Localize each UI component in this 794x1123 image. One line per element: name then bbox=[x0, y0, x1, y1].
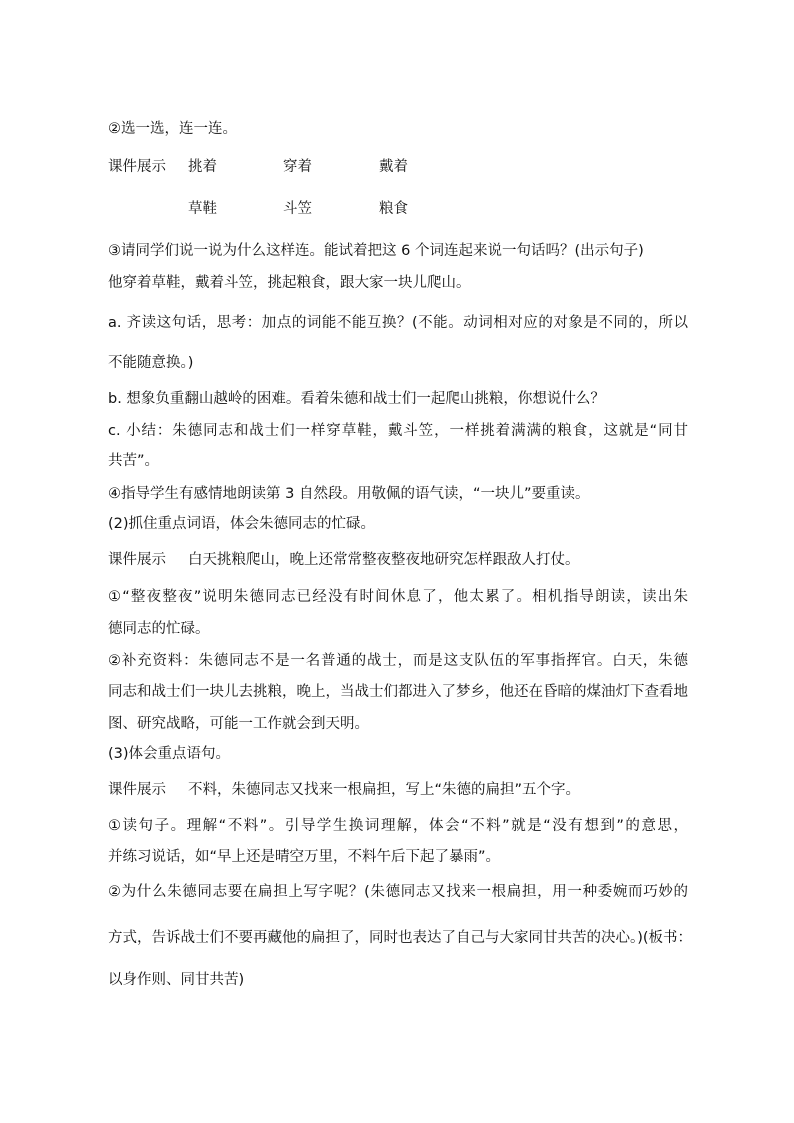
courseware-label: 课件展示 bbox=[108, 782, 166, 798]
paragraph-question-3: ③请同学们说一说为什么这样连。能试着把这 6 个词连起来说一句话吗？(出示句子) bbox=[108, 243, 644, 259]
example-sentence: 他穿着草鞋，戴着斗笠，挑起粮食，跟大家一块儿爬山。 bbox=[108, 275, 471, 291]
paragraph-b: b. 想象负重翻山越岭的困难。看着朱德和战士们一起爬山挑粮，你想说什么？ bbox=[108, 391, 605, 407]
paragraph-2-2-line: ②补充资料：朱德同志不是一名普通的战士，而是这支队伍的军事指挥官。白天，朱德 bbox=[108, 653, 688, 669]
paragraph-c-line: c. 小结：朱德同志和战士们一样穿草鞋，戴斗笠，一样挑着满满的粮食，这就是“同甘 bbox=[108, 423, 688, 439]
paragraph-3-2-line: 以身作则、同甘共苦) bbox=[108, 972, 245, 988]
paragraph-2-1-line: ①“整夜整夜”说明朱德同志已经没有时间休息了，他太累了。相机指导朗读，读出朱 bbox=[108, 589, 688, 605]
paragraph-c-line: 共苦”。 bbox=[108, 453, 160, 469]
paragraph-guide-reading: ④指导学生有感情地朗读第 3 自然段。用敬佩的语气读，“一块儿”要重读。 bbox=[108, 486, 590, 502]
word-cell: 戴着 bbox=[379, 159, 408, 175]
word-cell: 挑着 bbox=[188, 159, 217, 175]
section-heading-2: (2)抓住重点词语，体会朱德同志的忙碌。 bbox=[108, 516, 376, 532]
courseware-label: 课件展示 bbox=[108, 159, 166, 175]
paragraph-2-2-line: 同志和战士们一块儿去挑粮，晚上，当战士们都进入了梦乡，他还在昏暗的煤油灯下查看地 bbox=[108, 684, 688, 700]
paragraph-select-connect: ②选一选，连一连。 bbox=[108, 121, 237, 137]
paragraph-3-2-line: 方式，告诉战士们不要再藏他的扁担了，同时也表达了自己与大家同甘共苦的决心。)(板书： bbox=[108, 930, 693, 946]
word-cell: 斗笠 bbox=[283, 201, 312, 217]
courseware-text: 不料，朱德同志又找来一根扁担，写上“朱德的扁担”五个字。 bbox=[188, 782, 581, 798]
paragraph-a-line: 不能随意换。) bbox=[108, 355, 194, 371]
word-cell: 粮食 bbox=[379, 201, 408, 217]
word-cell: 穿着 bbox=[283, 159, 312, 175]
section-heading-3: (3)体会重点语句。 bbox=[108, 746, 231, 762]
paragraph-2-2-line: 图、研究战略，可能一工作就会到天明。 bbox=[108, 716, 369, 732]
paragraph-3-1-line: 并练习说话，如“早上还是晴空万里，不料午后下起了暴雨”。 bbox=[108, 849, 501, 865]
paragraph-a-line: a. 齐读这句话，思考：加点的词能不能互换？(不能。动词相对应的对象是不同的，所以 bbox=[108, 315, 688, 331]
courseware-text: 白天挑粮爬山，晚上还常常整夜整夜地研究怎样跟敌人打仗。 bbox=[188, 552, 580, 568]
paragraph-3-2-line: ②为什么朱德同志要在扁担上写字呢？(朱德同志又找来一根扁担，用一种委婉而巧妙的 bbox=[108, 884, 688, 900]
paragraph-3-1-line: ①读句子。理解“不料”。引导学生换词理解，体会“不料”就是“没有想到”的意思， bbox=[108, 818, 688, 834]
paragraph-2-1-line: 德同志的忙碌。 bbox=[108, 621, 210, 637]
courseware-label: 课件展示 bbox=[108, 552, 166, 568]
word-cell: 草鞋 bbox=[188, 201, 217, 217]
